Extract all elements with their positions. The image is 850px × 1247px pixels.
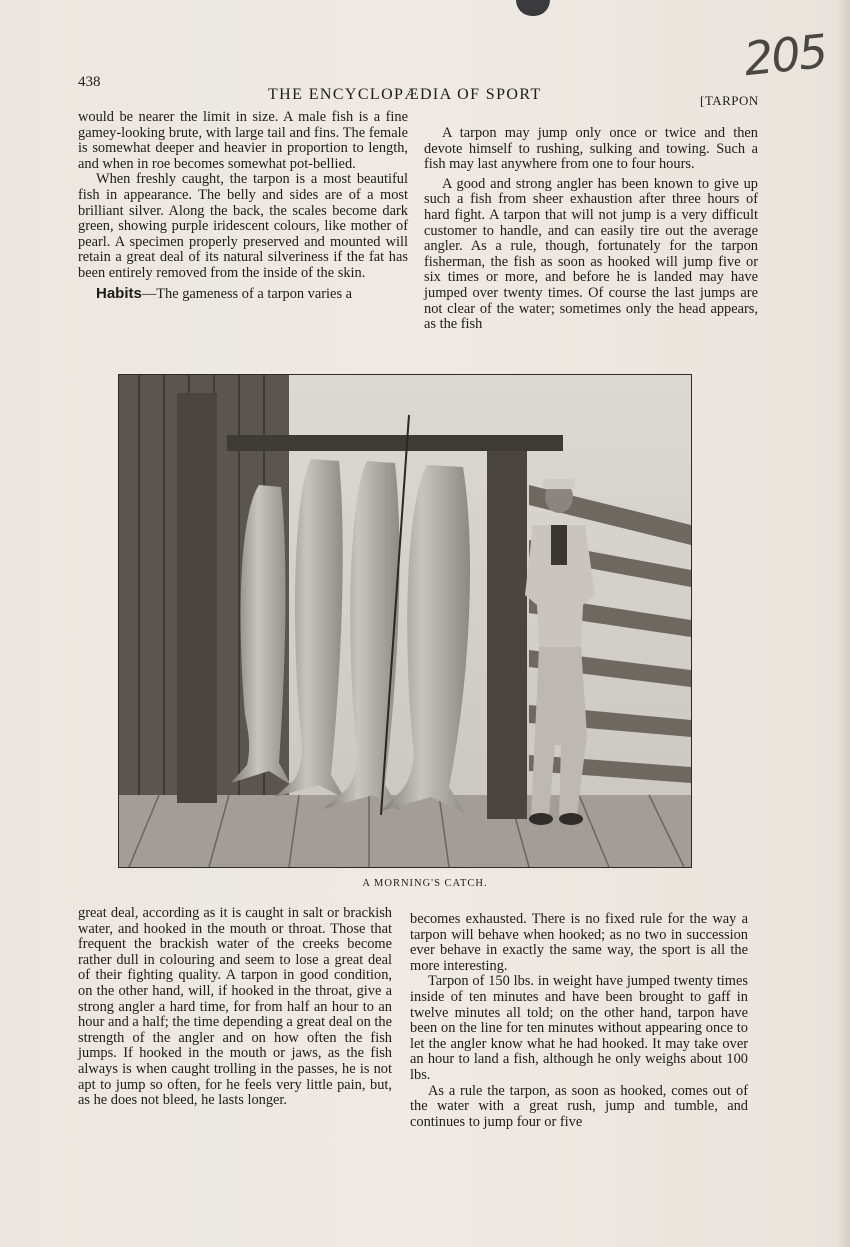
handwritten-number: 205	[741, 23, 829, 87]
right-post	[487, 447, 527, 819]
page-edge-shadow	[836, 0, 850, 1247]
binding-hole	[516, 0, 550, 16]
column-bottom-left	[78, 906, 392, 1109]
habits-paragraph	[78, 286, 408, 303]
photograph-morning-catch	[118, 374, 692, 868]
left-post	[177, 393, 217, 803]
paragraph: would be nearer the limit in size. A male fish is a fine gamey-looking brute, with large tail and fins. The female is somewhat deeper and heavier in proportion to length, and when in roe becomes somewhat pot-bellied.	[78, 109, 408, 172]
column-bottom-right	[410, 912, 748, 1130]
section-tag: [TARPON	[700, 93, 759, 108]
habits-heading: Habits	[96, 284, 142, 302]
paragraph: Tarpon of 150 lbs. in weight have jumped twenty times inside of ten minutes and have been brought to gaff in twelve minutes all told; on the other hand, tarpon have been on the line for ten minutes without appearing once to let the angler know what he had hooked. It may take over an hour to land a fish, although he only weighs about 100 lbs.	[410, 973, 748, 1083]
paragraph: great deal, according as it is caught in salt or brackish water, and hooked in the mouth or throat. Those that frequent the brackish water of the creeks become rather dull in colouring and seem to lose a great deal of their fighting quality. A tarpon in good condition, on the other hand, will, if hooked in the throat, give a strong angler a hard time, for from half an hour to an hour and a half; the time depending a great deal on the strength of the angler and on how often the fish jumps. If hooked in the mouth or jaws, as the fish always is when caught trolling in the passes, he is not apt to jump so often, for he feels very little pain, but, as he does not bleed, he lasts longer.	[78, 905, 392, 1109]
column-top-right	[424, 126, 758, 333]
running-title: THE ENCYCLOPÆDIA OF SPORT	[268, 86, 542, 103]
page-number: 438	[78, 74, 101, 90]
crossbar	[227, 435, 563, 451]
paragraph: A tarpon may jump only once or twice and then devote himself to rushing, sulking and towing. Such a fish may last anywhere from one to four hours.	[424, 125, 758, 173]
paragraph: When freshly caught, the tarpon is a most beautiful fish in appearance. The belly and sides are of a most brilliant silver. Along the back, the scales become dark green, showing purple iridescent colours, like mother of pearl. A specimen properly preserved and mounted will retain a great deal of its natural silveriness if the fat has been entirely removed from the inside of the skin.	[78, 171, 408, 281]
figure-caption: A MORNING'S CATCH.	[362, 878, 488, 889]
habits-text: —The gameness of a tarpon varies a	[141, 285, 353, 302]
column-top-left	[78, 110, 408, 302]
photograph-illustration	[119, 375, 691, 867]
paragraph: As a rule the tarpon, as soon as hooked, comes out of the water with a great rush, jump and tumble, and continues to jump four or five	[410, 1082, 748, 1130]
paragraph: becomes exhausted. There is no fixed rule for the way a tarpon will behave when hooked; as no two in succession ever behave in exactly the same way, the sport is all the more interesting.	[410, 911, 748, 974]
paragraph: A good and strong angler has been known to give up such a fish from sheer exhaustion after three hours of hard fight. A tarpon that will not jump is a very difficult customer to handle, and can easily tire out the average angler. As a rule, though, fortunately for the tarpon fisherman, the fish as soon as hooked will jump five or six times or more, and before he is landed may have jumped over twenty times. Of course the last jumps are not clear of the water; sometimes only the head appears, as the fish	[424, 175, 758, 333]
